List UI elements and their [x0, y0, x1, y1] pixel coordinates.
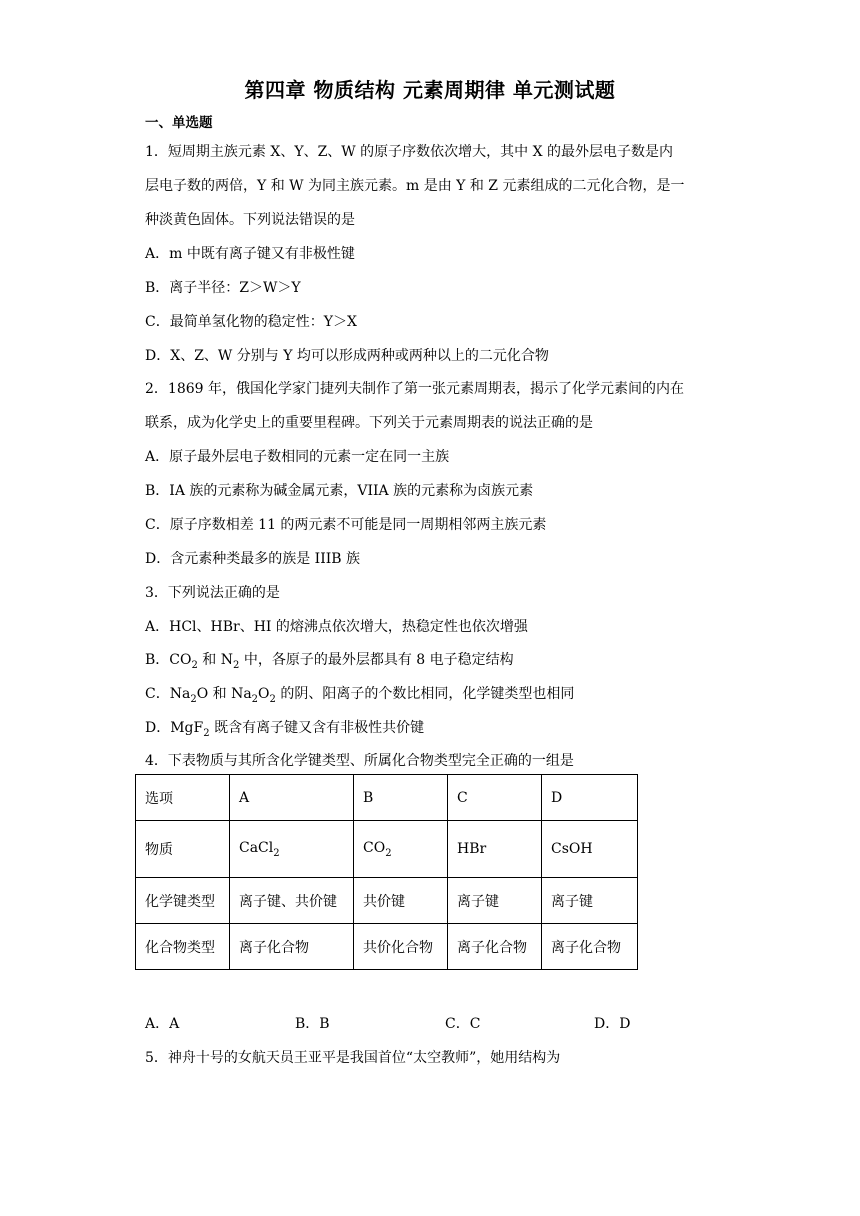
page-title: 第四章 物质结构 元素周期律 单元测试题 — [244, 78, 616, 102]
question-3-option-d: D．MgF$_2$ 既含有离子键又含有非极性共价键 — [145, 720, 425, 739]
table-cell: C — [448, 775, 542, 821]
question-2-line-1: 2．1869 年，俄国化学家门捷列夫制作了第一张元素周期表，揭示了化学元素间的内在 — [145, 381, 684, 397]
question-4-option-c: C．C — [445, 1016, 481, 1032]
table-row — [136, 878, 638, 924]
question-4-option-b: B．B — [295, 1016, 330, 1032]
question-3-option-c: C．$Na_2O$ 和 $Na_2O_2$ 的阴、阳离子的个数比相同，化学键类型也相同 — [145, 686, 575, 705]
table-cell: 共价化合物 — [354, 924, 448, 970]
table-cell: D — [542, 775, 638, 821]
table-cell: A — [230, 775, 354, 821]
question-4-option-d: D．D — [594, 1016, 631, 1032]
question-1-option-b: B．离子半径：Z＞W＞Y — [145, 280, 301, 296]
question-4-table — [135, 774, 638, 970]
table-cell: 选项 — [136, 775, 230, 821]
question-4-option-a: A．A — [145, 1016, 180, 1032]
table-cell: CsOH — [542, 821, 638, 878]
table-cell: 化学键类型 — [136, 878, 230, 924]
table-cell: CaCl$_2$ — [230, 821, 354, 878]
table-cell: 离子键 — [542, 878, 638, 924]
table-cell: 共价键 — [354, 878, 448, 924]
table-cell: HBr — [448, 821, 542, 878]
table-row — [136, 775, 638, 821]
section-heading: 一、单选题 — [145, 115, 213, 131]
table-cell: 离子化合物 — [230, 924, 354, 970]
question-1-option-d: D．X、Z、W 分别与 Y 均可以形成两种或两种以上的二元化合物 — [145, 348, 549, 364]
table-cell: B — [354, 775, 448, 821]
question-1-line-2: 层电子数的两倍，Y 和 W 为同主族元素。m 是由 Y 和 Z 元素组成的二元化合物，是一 — [145, 178, 685, 194]
question-3-option-a: A．HCl、HBr、HI 的熔沸点依次增大，热稳定性也依次增强 — [145, 619, 528, 635]
question-1-option-a: A．m 中既有离子键又有非极性键 — [145, 246, 355, 262]
question-2-option-c: C．原子序数相差 11 的两元素不可能是同一周期相邻两主族元素 — [145, 517, 547, 533]
question-3-option-b: B．$CO_2$ 和 $N_2$ 中，各原子的最外层都具有 8 电子稳定结构 — [145, 652, 514, 671]
table-cell: 离子键、共价键 — [230, 878, 354, 924]
table-row — [136, 821, 638, 878]
table-cell: 离子化合物 — [542, 924, 638, 970]
question-2-option-a: A．原子最外层电子数相同的元素一定在同一主族 — [145, 449, 450, 465]
table-cell: $CO_2$ — [354, 821, 448, 878]
question-2-option-b: B．IA 族的元素称为碱金属元素，VIIA 族的元素称为卤族元素 — [145, 483, 534, 499]
question-3-stem: 3．下列说法正确的是 — [145, 585, 280, 601]
question-1-option-c: C．最简单氢化物的稳定性：Y＞X — [145, 314, 357, 330]
question-1-line-1: 1．短周期主族元素 X、Y、Z、W 的原子序数依次增大，其中 X 的最外层电子数是内 — [145, 144, 673, 160]
question-2-line-2: 联系，成为化学史上的重要里程碑。下列关于元素周期表的说法正确的是 — [145, 415, 593, 431]
question-2-option-d: D．含元素种类最多的族是 IIIB 族 — [145, 551, 361, 567]
table-cell: 离子化合物 — [448, 924, 542, 970]
question-4-stem: 4．下表物质与其所含化学键类型、所属化合物类型完全正确的一组是 — [145, 753, 574, 769]
table-cell: 物质 — [136, 821, 230, 878]
table-cell: 离子键 — [448, 878, 542, 924]
table-cell: 化合物类型 — [136, 924, 230, 970]
question-1-line-3: 种淡黄色固体。下列说法错误的是 — [145, 212, 355, 228]
question-5-stem: 5．神舟十号的女航天员王亚平是我国首位“太空教师”，她用结构为 — [145, 1050, 561, 1066]
table-row — [136, 924, 638, 970]
